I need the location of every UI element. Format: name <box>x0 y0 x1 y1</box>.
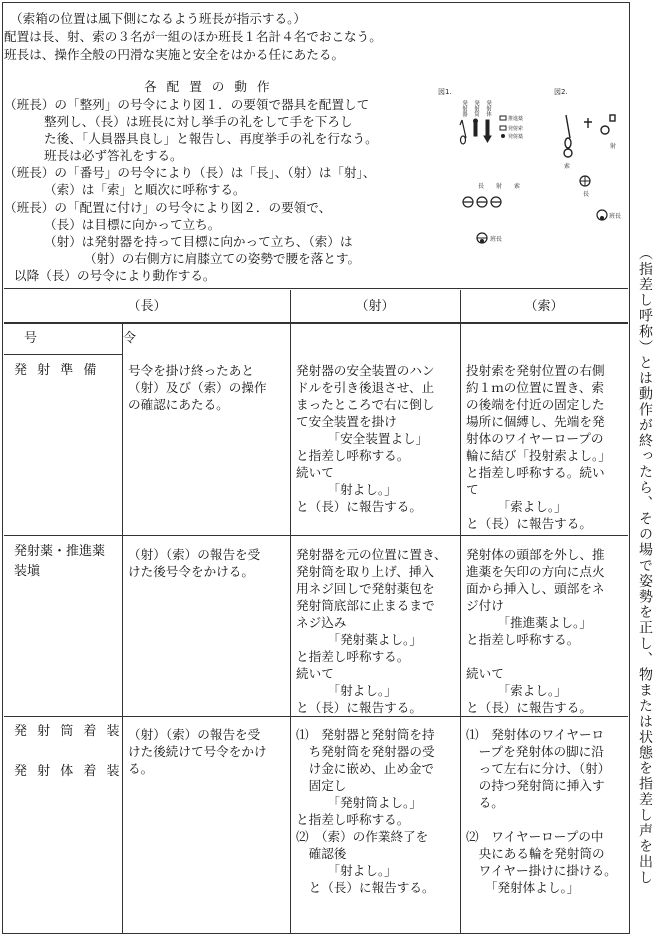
table-rule <box>122 323 123 934</box>
intro-line: （索箱の位置は風下側になるよう班長が指示する。） <box>10 11 306 26</box>
figure1-label: 図1. <box>438 88 452 96</box>
projectile-icon <box>484 120 491 142</box>
legend-box-icon <box>500 116 506 120</box>
svg-text:班長: 班長 <box>609 213 622 220</box>
launcher-icon <box>460 120 466 144</box>
cell-sha: ⑴ 発射器と発射筒を持 ち発射筒を発射器の受 け金に嵌め、止め金で 固定し 「発射筒よし。」 と指差し呼称する。 ⑵ （索）の作業終了を 確認後 「射よし。」 と（長）に報告する。 <box>296 727 435 895</box>
section-title: 各配置の動作 <box>144 79 280 94</box>
leader-icon <box>477 233 502 243</box>
table-rule <box>4 716 628 717</box>
row-command: 発 射 準 備 <box>14 363 100 378</box>
intro-line: （射）は発射器を持って目標に向かって立ち、（索）は <box>44 234 353 249</box>
figure1-col-label: 発射筒 <box>473 100 479 117</box>
legend-label: 発射薬 <box>508 134 524 140</box>
cell-saku: 発射体の頭部を外し、推 進薬を矢印の方向に点火 面から挿入し、頭部をネ ジ付け 「推進薬よし。」 と指差し呼称する。 続いて 「索よし。」 と（長）に報告する。 <box>466 547 605 715</box>
figure2-role: 索 <box>564 163 571 170</box>
table-rule <box>4 535 628 536</box>
intro-line: 班長は必ず答礼をする。 <box>44 148 183 163</box>
person-icons <box>463 197 501 207</box>
svg-text:班長: 班長 <box>490 236 503 243</box>
figure2-label: 図2. <box>554 88 568 96</box>
intro-line: 班長は、操作全般の円滑な実施と安全をはかる任にあたる。 <box>4 47 345 62</box>
header-sha: （射） <box>290 290 460 323</box>
figure2-leader-icon <box>597 210 621 220</box>
figure1-col-label: 発射器 <box>461 100 467 117</box>
row-command: 発射薬・推進薬 装塡 <box>14 544 106 579</box>
table-rule <box>290 290 291 934</box>
command-header: 号 令 <box>24 331 157 346</box>
cell-saku: ⑴ 発射体のワイヤーロ ープを発射体の脚に沿 って左右に分け、（射） の持つ発射筒に挿入す る。 ⑵ ワイヤーロープの中 央にある輪を発射筒の ワイヤー掛けに掛ける。 「発射体よし。」 <box>466 727 617 895</box>
intro-line: （射）の右側方に肩膝立ての姿勢で腰を落とす。 <box>84 251 361 266</box>
legend-dot-icon <box>501 134 505 138</box>
table-rule <box>460 290 461 934</box>
legend-label: 発射索 <box>508 126 524 132</box>
intro-line: 配置は長、射、索の３名が一組のほか班長１名計４名でおこなう。 <box>4 29 382 44</box>
intro-line: （索）は「索」と順次に呼称する。 <box>44 182 246 197</box>
figure2-role: 射 <box>610 143 617 150</box>
legend-box-icon <box>500 126 506 130</box>
table-rule <box>4 354 122 355</box>
cell-sha: 発射器を元の位置に置き、 発射筒を取り上げ、挿入 用ネジ回しで発射薬包を 発射筒底部に止まるまで ネジ込み 「発射薬よし。」 と指差し呼称する。 続いて 「射よし。」 と（長）に報告する。 <box>296 547 447 715</box>
intro-line: （班長）の「番号」の号令により（長）は「長」、（射）は「射」、 <box>4 165 376 180</box>
table-rule <box>4 323 628 324</box>
intro-line: た後、「人員器具良し」と報告し、再度挙手の礼を行なう。 <box>44 131 378 146</box>
cell-cho: 号令を掛け終ったあと （射）及び（索）の操作 の確認にあたる。 <box>128 363 267 412</box>
layout-figures <box>438 80 628 260</box>
legend-label: 推進薬 <box>508 116 524 122</box>
intro-line: （長）は目標に向かって立ち。 <box>44 217 221 232</box>
cell-saku: 投射索を発射位置の右側 約１ｍの位置に置き、索 の後端を付近の固定した 場所に個縛し、先端を発 射体のワイヤーロープの 輪に結び「投射索よし。」 と指差し呼称する。続い て 「索よし。」 と（長）に報告する。 <box>466 363 611 531</box>
cell-sha: 発射器の安全装置のハン ドルを引き後退させ、止 まったところで右に倒し て安全装置を掛け 「安全装置よし」 と指差し呼称する。 続いて 「射よし。」 と（長）に報告する。 <box>296 363 435 514</box>
row-command: 発 射 筒 着 装 発 射 体 着 装 <box>14 724 123 779</box>
intro-line: （班長）の「整列」の号令により図１．の要領で器具を配置して <box>4 97 370 112</box>
figure1-col-label: 発射体 <box>485 100 491 117</box>
role-label: 長 射 索 <box>478 183 527 190</box>
figure2-launch-icon <box>564 115 615 157</box>
header-saku: （索） <box>460 290 628 323</box>
side-note: （指差し呼称）とは動作が終ったら、その場で姿勢を正し、物または状態を指差し声を出し <box>637 246 653 886</box>
header-cho: （長） <box>4 290 290 323</box>
cell-cho: （射）（索）の報告を受 けた後続けて号令をかけ る。 <box>128 727 267 776</box>
svg-text:長: 長 <box>583 191 590 198</box>
cell-cho: （射）（索）の報告を受 けた後号令をかける。 <box>128 547 261 579</box>
intro-line: 整列し、（長）は班長に対し挙手の礼をして手を下ろし <box>44 114 353 129</box>
tube-icon <box>474 119 478 136</box>
intro-line: （班長）の「配置に付け」の号令により図２．の要領で、 <box>4 200 332 215</box>
intro-line: 以降（長）の号令により動作する。 <box>14 268 216 283</box>
figure2-cho-icon <box>580 176 590 198</box>
